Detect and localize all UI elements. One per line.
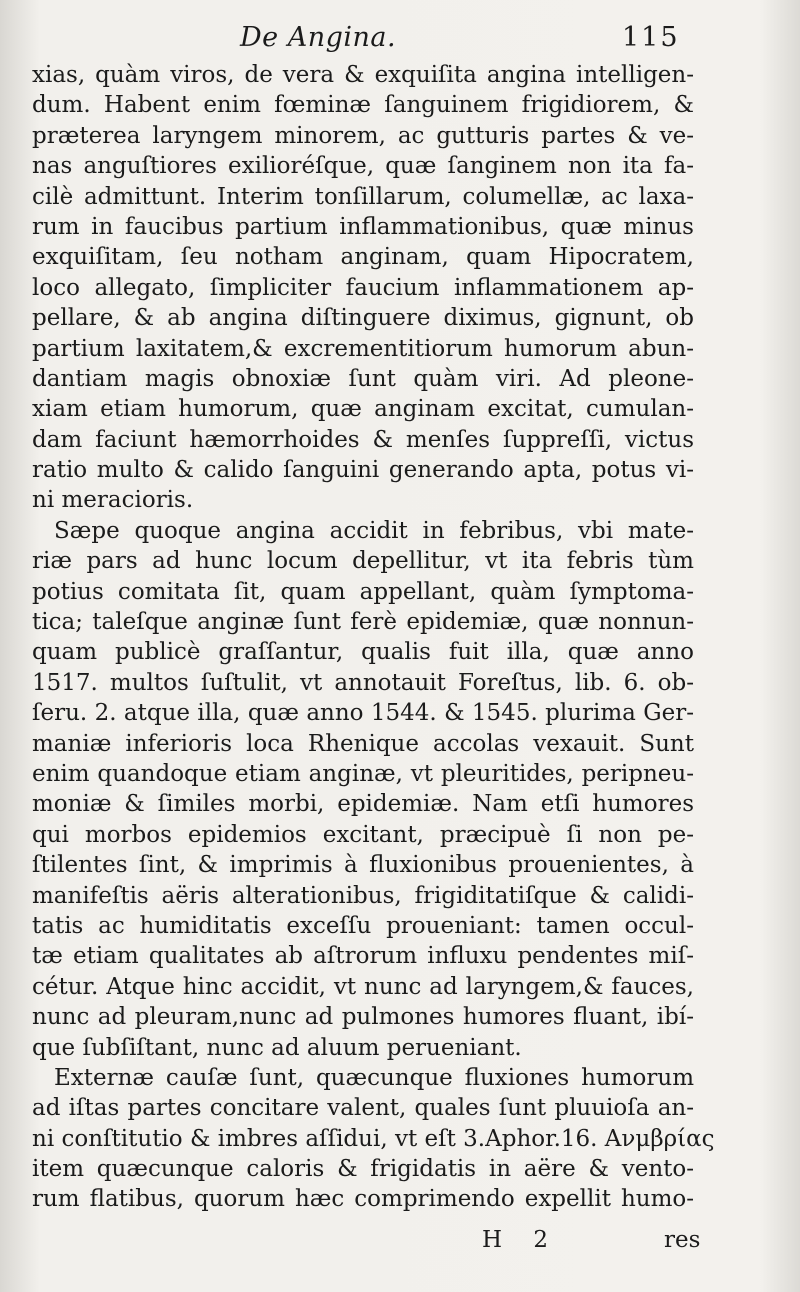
text-line: ni meracioris. bbox=[32, 487, 194, 514]
text-line: xias, quàm viros, de vera & exquiſita angina intelligen- bbox=[32, 62, 694, 88]
text-line: manifeſtis aëris alterationibus, frigiditatiſque & calidi- bbox=[32, 882, 694, 909]
text-line: moniæ & ſimiles morbi, epidemiæ. Nam etſi humores bbox=[32, 791, 694, 818]
body-text bbox=[32, 60, 715, 1215]
text-line: cilè admittunt. Interim tonſillarum, columellæ, ac laxa- bbox=[32, 183, 694, 210]
text-line: tica; taleſque anginæ ſunt ferè epidemiæ, quæ nonnun- bbox=[32, 609, 694, 636]
text-line: dantiam magis obnoxiæ ſunt quàm viri. Ad pleone- bbox=[32, 365, 694, 392]
page-header bbox=[0, 22, 800, 58]
text-line: potius comitata ſit, quam appellant, quàm ſymptoma- bbox=[32, 578, 694, 605]
text-line: ni conſtitutio & imbres aſſidui, vt eſt 3.Aphor.16. Aνμβρίας bbox=[32, 1125, 715, 1152]
text-line: que ſubſiſtant, nunc ad aluum perueniant. bbox=[32, 1034, 522, 1061]
text-line: partium laxitatem,& excrementitiorum humorum abun- bbox=[32, 335, 694, 362]
text-line: Sæpe quoque angina accidit in febribus, vbi mate- bbox=[54, 517, 694, 544]
text-line: nas anguſtiores exilioréſque, quæ ſanginem non ita fa- bbox=[32, 153, 694, 180]
text-line: 1517. multos ſuſtulit, vt annotauit Foreſtus, lib. 6. ob- bbox=[32, 669, 694, 696]
text-line: Externæ cauſæ ſunt, quæcunque fluxiones humorum bbox=[54, 1064, 694, 1091]
text-line: præterea laryngem minorem, ac gutturis partes & ve- bbox=[32, 122, 694, 149]
text-line: ſtilentes ſint, & imprimis à fluxionibus prouenientes, à bbox=[32, 852, 694, 879]
text-line: quam publicè graſſantur, qualis fuit illa, quæ anno bbox=[32, 639, 694, 666]
text-line: dam faciunt hæmorrhoides & menſes ſuppreſſi, victus bbox=[32, 426, 694, 453]
text-line: qui morbos epidemios excitant, præcipuè ſi non pe- bbox=[32, 821, 694, 848]
text-line: rum in faucibus partium inflammationibus, quæ minus bbox=[32, 213, 694, 240]
text-line: ad iſtas partes concitare valent, quales ſunt pluuioſa an- bbox=[32, 1095, 694, 1122]
text-line: riæ pars ad hunc locum depellitur, vt ita febris tùm bbox=[32, 548, 694, 575]
text-line: pellare, & ab angina diſtinguere diximus, gignunt, ob bbox=[32, 305, 694, 332]
page-footer bbox=[0, 1227, 800, 1259]
text-line: exquiſitam, ſeu notham anginam, quam Hipocratem, bbox=[32, 244, 694, 271]
text-line: ratio multo & calido ſanguini generando apta, potus vi- bbox=[32, 457, 694, 484]
text-line: tæ etiam qualitates ab aſtrorum influxu pendentes miſ- bbox=[32, 943, 694, 970]
running-title: De Angina. bbox=[240, 22, 397, 53]
text-line: nunc ad pleuram,nunc ad pulmones humores fluant, ibí- bbox=[32, 1004, 694, 1031]
text-line: maniæ inferioris loca Rhenique accolas vexauit. Sunt bbox=[32, 730, 694, 757]
text-line: item quæcunque caloris & frigidatis in aëre & vento- bbox=[32, 1156, 694, 1183]
text-line: dum. Habent enim fœminæ ſanguinem frigidiorem, & bbox=[32, 92, 694, 119]
catchword: res bbox=[664, 1227, 701, 1253]
text-line: ſeru. 2. atque illa, quæ anno 1544. & 1545. plurima Ger- bbox=[32, 700, 694, 727]
text-line: tatis ac humiditatis exceſſu proueniant: tamen occul- bbox=[32, 912, 694, 939]
text-line: loco allegato, ſimpliciter faucium inflammationem ap- bbox=[32, 274, 694, 301]
signature-mark: H 2 bbox=[482, 1227, 561, 1253]
text-line: cétur. Atque hinc accidit, vt nunc ad laryngem,& fauces, bbox=[32, 973, 694, 1000]
text-line: enim quandoque etiam anginæ, vt pleuritides, peripneu- bbox=[32, 760, 694, 787]
page-number: 115 bbox=[622, 22, 680, 53]
text-line: xiam etiam humorum, quæ anginam excitat, cumulan- bbox=[32, 396, 694, 423]
text-line: rum flatibus, quorum hæc comprimendo expellit humo- bbox=[32, 1186, 694, 1213]
